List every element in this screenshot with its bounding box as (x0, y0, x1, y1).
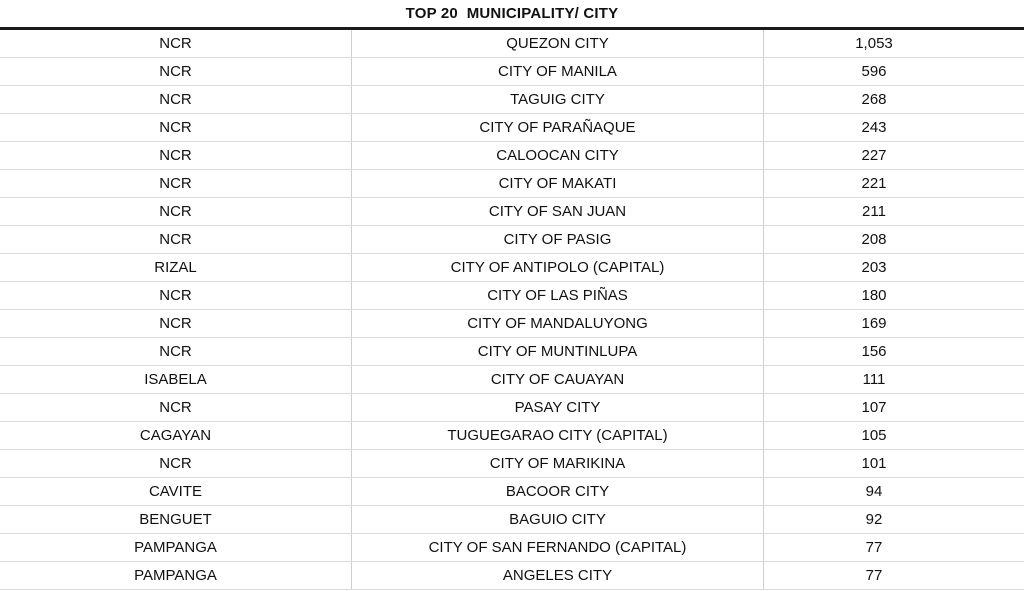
table-row (0, 58, 1024, 86)
count-cell[interactable]: 92 (865, 510, 883, 528)
count-cell[interactable]: 156 (861, 342, 887, 360)
count-cell[interactable]: 243 (861, 118, 887, 136)
count-cell[interactable]: 77 (865, 566, 883, 584)
city-cell[interactable]: TUGUEGARAO CITY (CAPITAL) (352, 422, 764, 449)
count-cell[interactable]: 596 (861, 62, 887, 80)
count-cell[interactable]: 169 (861, 314, 887, 332)
table-body (0, 30, 1024, 590)
province-cell[interactable]: NCR (0, 30, 352, 57)
city-cell[interactable]: CITY OF MAKATI (352, 170, 764, 197)
table-row (0, 506, 1024, 534)
count-cell[interactable]: 268 (861, 90, 887, 108)
city-cell[interactable]: CITY OF MANDALUYONG (352, 310, 764, 337)
table-row (0, 394, 1024, 422)
table-row (0, 254, 1024, 282)
province-cell[interactable]: CAVITE (0, 478, 352, 505)
province-cell[interactable]: NCR (0, 282, 352, 309)
city-cell[interactable]: CITY OF SAN JUAN (352, 198, 764, 225)
table-row (0, 282, 1024, 310)
province-cell[interactable]: NCR (0, 226, 352, 253)
province-cell[interactable]: NCR (0, 394, 352, 421)
city-cell[interactable]: BAGUIO CITY (352, 506, 764, 533)
title-row (0, 0, 1024, 30)
city-cell[interactable]: BACOOR CITY (352, 478, 764, 505)
province-cell[interactable]: NCR (0, 170, 352, 197)
city-cell[interactable]: PASAY CITY (352, 394, 764, 421)
table-row (0, 478, 1024, 506)
province-cell[interactable]: NCR (0, 114, 352, 141)
province-cell[interactable]: PAMPANGA (0, 562, 352, 589)
table-row (0, 338, 1024, 366)
province-cell[interactable]: ISABELA (0, 366, 352, 393)
count-cell[interactable]: 107 (861, 398, 887, 416)
city-cell[interactable]: ANGELES CITY (352, 562, 764, 589)
province-cell[interactable]: BENGUET (0, 506, 352, 533)
count-cell[interactable]: 77 (865, 538, 883, 556)
city-cell[interactable]: CITY OF SAN FERNANDO (CAPITAL) (352, 534, 764, 561)
province-cell[interactable]: RIZAL (0, 254, 352, 281)
count-cell[interactable]: 180 (861, 286, 887, 304)
city-cell[interactable]: TAGUIG CITY (352, 86, 764, 113)
table-row (0, 422, 1024, 450)
city-cell[interactable]: CITY OF CAUAYAN (352, 366, 764, 393)
city-cell[interactable]: CALOOCAN CITY (352, 142, 764, 169)
table-row (0, 310, 1024, 338)
city-cell[interactable]: CITY OF PASIG (352, 226, 764, 253)
table-row (0, 534, 1024, 562)
table-title: TOP 20 MUNICIPALITY/ CITY (405, 5, 619, 22)
province-cell[interactable]: NCR (0, 142, 352, 169)
table-row (0, 142, 1024, 170)
count-cell[interactable]: 203 (861, 258, 887, 276)
table-row (0, 450, 1024, 478)
city-cell[interactable]: CITY OF PARAÑAQUE (352, 114, 764, 141)
count-cell[interactable]: 211 (862, 202, 886, 220)
count-cell[interactable]: 111 (862, 370, 886, 388)
table-row (0, 170, 1024, 198)
count-cell[interactable]: 101 (861, 454, 887, 472)
table-row (0, 226, 1024, 254)
table-row (0, 562, 1024, 590)
table-row (0, 198, 1024, 226)
province-cell[interactable]: PAMPANGA (0, 534, 352, 561)
count-cell[interactable]: 221 (861, 174, 887, 192)
table-row (0, 86, 1024, 114)
city-cell[interactable]: CITY OF MUNTINLUPA (352, 338, 764, 365)
province-cell[interactable]: NCR (0, 310, 352, 337)
count-cell[interactable]: 1,053 (855, 34, 893, 52)
city-cell[interactable]: QUEZON CITY (352, 30, 764, 57)
count-cell[interactable]: 208 (861, 230, 887, 248)
city-cell[interactable]: CITY OF MARIKINA (352, 450, 764, 477)
table-row (0, 30, 1024, 58)
table-row (0, 366, 1024, 394)
count-cell[interactable]: 94 (865, 482, 883, 500)
count-cell[interactable]: 227 (861, 146, 887, 164)
count-cell[interactable]: 105 (861, 426, 887, 444)
province-cell[interactable]: NCR (0, 86, 352, 113)
province-cell[interactable]: NCR (0, 338, 352, 365)
province-cell[interactable]: CAGAYAN (0, 422, 352, 449)
province-cell[interactable]: NCR (0, 58, 352, 85)
city-cell[interactable]: CITY OF ANTIPOLO (CAPITAL) (352, 254, 764, 281)
table-row (0, 114, 1024, 142)
province-cell[interactable]: NCR (0, 198, 352, 225)
city-cell[interactable]: CITY OF MANILA (352, 58, 764, 85)
city-cell[interactable]: CITY OF LAS PIÑAS (352, 282, 764, 309)
province-cell[interactable]: NCR (0, 450, 352, 477)
